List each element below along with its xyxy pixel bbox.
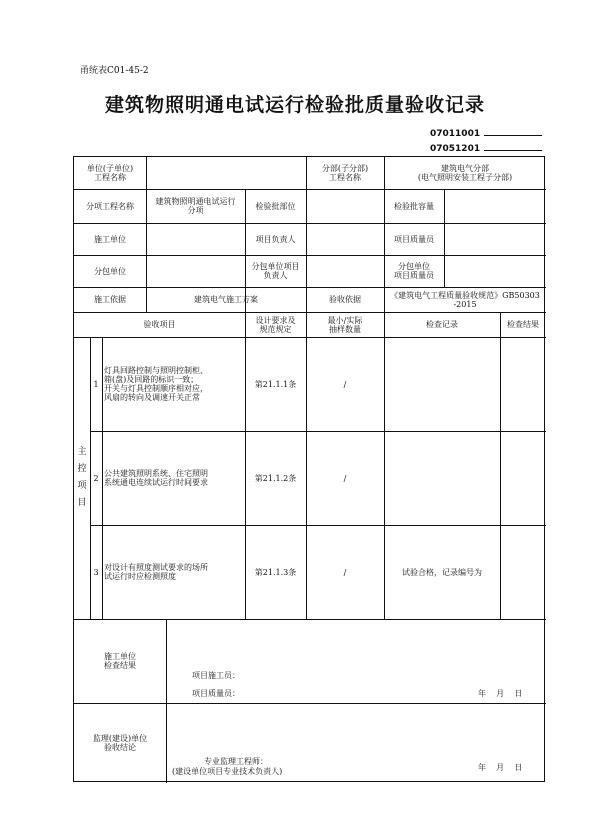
division-name-label: 分部(子分部) 工程名称 (321, 164, 369, 182)
sub-qm-label: 分包单位 项目质量员 (394, 262, 434, 280)
row-sample[interactable]: / (343, 473, 347, 483)
row-record[interactable] (384, 431, 500, 525)
code-value: 07011001 (430, 129, 481, 139)
unit-name-value[interactable] (146, 157, 306, 189)
supervisor-date: 年 月 日 (478, 763, 523, 772)
contractor-qm-label: 项目质量员： (192, 689, 240, 698)
code-line-1 (430, 126, 542, 139)
form-code: 甬统表C01-45-2 (80, 66, 149, 76)
row-item: 灯具回路控制与照明控制柜、 箱(盘)及回路的标识一致； 开关与灯具控制顺序相对应， 风扇的转向及调速开关正常 (104, 366, 208, 402)
header-spec: 设计要求及 规范规定 (255, 315, 296, 334)
row-number: 2 (93, 473, 99, 483)
batch-capacity-label: 检验批容量 (394, 201, 434, 211)
row-record[interactable]: 试验合格，记录编号为 (402, 567, 482, 577)
owner-tech-lead-note: (建设单位项目专业技术负责人) (172, 767, 283, 776)
sub-pm-label: 分包单位项目 负责人 (251, 262, 300, 280)
project-manager-label: 项目负责人 (255, 234, 296, 244)
quality-manager-value[interactable] (444, 223, 546, 255)
row-result[interactable] (500, 525, 546, 619)
contractor-value[interactable] (146, 223, 245, 255)
code-value: 07051201 (430, 144, 481, 154)
row-result[interactable] (500, 431, 546, 525)
code-line-2 (430, 141, 542, 154)
code-underline (484, 141, 542, 151)
batch-capacity-value[interactable] (444, 189, 546, 223)
supervising-engineer-label: 专业监理工程师： (204, 757, 268, 766)
acceptance-basis-label: 验收依据 (329, 295, 361, 304)
subitem-label: 分项工程名称 (86, 201, 134, 211)
sub-qm-value[interactable] (444, 255, 546, 287)
unit-name-label: 单位(子单位) 工程名称 (86, 164, 134, 182)
row-spec: 第21.1.1条 (254, 379, 297, 389)
row-spec: 第21.1.3条 (254, 567, 297, 577)
row-spec: 第21.1.2条 (254, 473, 297, 483)
header-sample: 最小/实际 抽样数量 (327, 315, 363, 334)
subcontractor-value[interactable] (146, 255, 245, 287)
quality-manager-label: 项目质量员 (394, 234, 434, 244)
acceptance-form (73, 156, 545, 782)
row-sample[interactable]: / (343, 567, 347, 577)
construction-staff-label: 项目施工员： (192, 671, 240, 680)
code-underline (484, 126, 542, 136)
row-number: 1 (93, 379, 99, 389)
row-item: 公共建筑照明系统、住宅照明 系统通电连续试运行时间要求 (104, 469, 208, 487)
supervisor-conclusion-label: 监理(建设)单位 验收结论 (92, 734, 148, 752)
contractor-result-label: 施工单位 检查结果 (104, 652, 136, 670)
inspection-part-value[interactable] (306, 189, 384, 223)
contractor-date: 年 月 日 (478, 689, 523, 698)
main-control-group-label (74, 337, 90, 619)
header-result: 检查结果 (507, 320, 539, 329)
inspection-part-label: 检验批部位 (255, 201, 296, 211)
subitem-value[interactable]: 建筑物照明通电试运行 分项 (155, 197, 236, 215)
page-title: 建筑物照明通电试运行检验批质量验收记录 (104, 94, 485, 116)
construction-basis-value: 建筑电气施工方案 (194, 295, 258, 304)
division-name-value[interactable]: 建筑电气分部 (电气照明安装工程子分部) (417, 164, 513, 182)
row-record[interactable] (384, 337, 500, 431)
acceptance-basis-value: 《建筑电气工程质量验收规范》GB50303 -2015 (390, 290, 540, 309)
header-item: 验收项目 (143, 320, 176, 329)
row-item: 对设计有照度测试要求的场所 试运行时应检测照度 (104, 563, 208, 581)
contractor-label: 施工单位 (94, 234, 126, 244)
row-result[interactable] (500, 337, 546, 431)
header-record: 检查记录 (426, 320, 458, 329)
group-label-text: 主 控 项 目 (77, 447, 87, 508)
construction-basis-label: 施工依据 (94, 295, 126, 304)
sub-pm-value[interactable] (306, 255, 384, 287)
subcontractor-label: 分包单位 (94, 266, 126, 276)
row-sample[interactable]: / (343, 379, 347, 389)
project-manager-value[interactable] (306, 223, 384, 255)
row-number: 3 (93, 567, 99, 577)
